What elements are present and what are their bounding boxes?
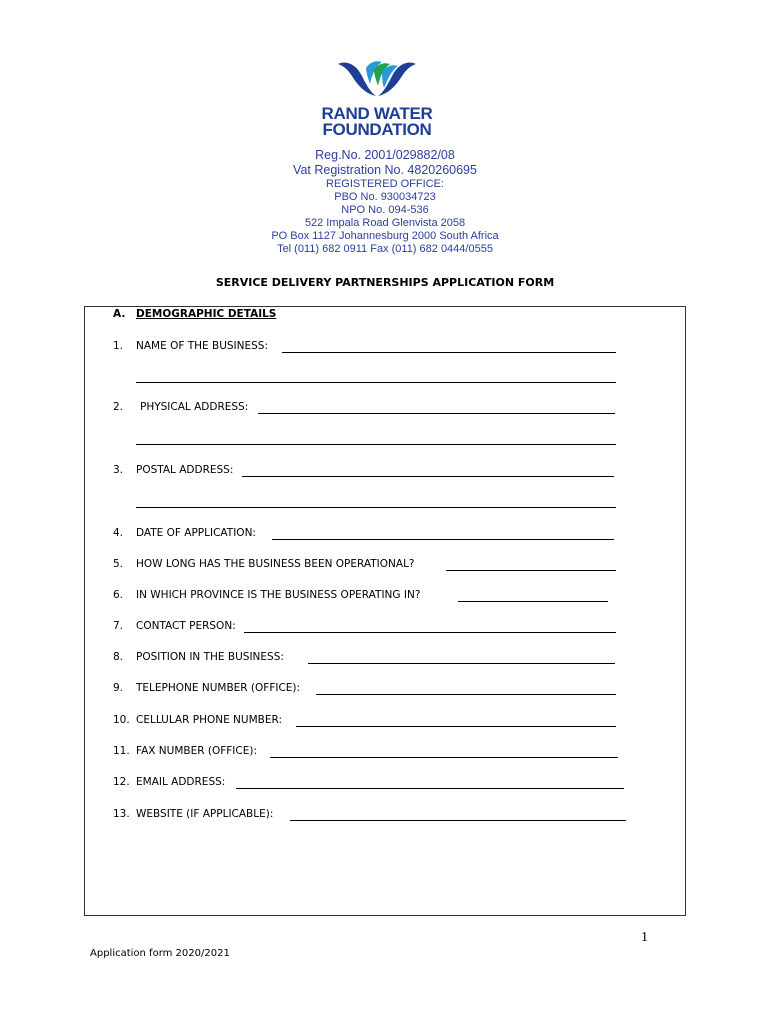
registered-office-label: REGISTERED OFFICE:: [326, 178, 444, 190]
field-number: 8.: [113, 651, 124, 663]
pbo-number: PBO No. 930034723: [334, 191, 436, 203]
field-number: 11.: [113, 745, 130, 757]
position-in-business-input-line[interactable]: [308, 663, 615, 664]
field-number: 4.: [113, 527, 124, 539]
physical-address-continuation-line[interactable]: [136, 444, 616, 445]
field-label-cellular-phone: CELLULAR PHONE NUMBER:: [136, 714, 283, 726]
section-title: DEMOGRAPHIC DETAILS: [136, 308, 277, 320]
field-label-physical-address: PHYSICAL ADDRESS:: [140, 401, 249, 413]
field-number: 5.: [113, 558, 124, 570]
field-number: 12.: [113, 776, 130, 788]
postal-address-input-line[interactable]: [242, 476, 614, 477]
telephone-office-input-line[interactable]: [316, 694, 616, 695]
cellular-phone-input-line[interactable]: [296, 726, 616, 727]
physical-address-input-line[interactable]: [258, 413, 615, 414]
field-number: 10.: [113, 714, 130, 726]
field-number: 2.: [113, 401, 124, 413]
page-number: 1: [641, 930, 648, 945]
form-section-box: [84, 306, 686, 916]
website-input-line[interactable]: [290, 820, 626, 821]
field-number: 13.: [113, 808, 130, 820]
brand-name-line2: FOUNDATION: [322, 120, 432, 139]
rand-water-wave-logo-icon: [336, 58, 418, 98]
business-operational-duration-input-line[interactable]: [446, 570, 616, 571]
postal-address-continuation-line[interactable]: [136, 507, 616, 508]
field-label-contact-person: CONTACT PERSON:: [136, 620, 236, 632]
contact-numbers: Tel (011) 682 0911 Fax (011) 682 0444/0555: [277, 243, 493, 255]
field-label-business-operational-duration: HOW LONG HAS THE BUSINESS BEEN OPERATIONAL?: [136, 558, 415, 570]
section-letter: A.: [113, 308, 126, 320]
vat-registration-number: Vat Registration No. 4820260695: [293, 163, 477, 177]
field-number: 9.: [113, 682, 124, 694]
fax-office-input-line[interactable]: [270, 757, 618, 758]
footer-form-year: Application form 2020/2021: [90, 948, 230, 959]
street-address: 522 Impala Road Glenvista 2058: [304, 217, 466, 229]
field-number: 6.: [113, 589, 124, 601]
field-label-postal-address: POSTAL ADDRESS:: [136, 464, 234, 476]
registration-number: Reg.No. 2001/029882/08: [315, 148, 455, 162]
field-label-date-of-application: DATE OF APPLICATION:: [136, 527, 256, 539]
field-number: 3.: [113, 464, 124, 476]
brand-name-line1: RAND WATER: [321, 104, 433, 123]
field-label-operating-province: IN WHICH PROVINCE IS THE BUSINESS OPERATING IN?: [136, 589, 421, 601]
field-label-email-address: EMAIL ADDRESS:: [136, 776, 226, 788]
field-label-telephone-office: TELEPHONE NUMBER (OFFICE):: [136, 682, 301, 694]
field-number: 7.: [113, 620, 124, 632]
business-name-continuation-line[interactable]: [136, 382, 616, 383]
field-label-website: WEBSITE (IF APPLICABLE):: [136, 808, 274, 820]
form-title: SERVICE DELIVERY PARTNERSHIPS APPLICATION FORM: [215, 276, 555, 289]
operating-province-input-line[interactable]: [458, 601, 608, 602]
field-label-position-in-business: POSITION IN THE BUSINESS:: [136, 651, 284, 663]
contact-person-input-line[interactable]: [244, 632, 616, 633]
po-box-address: PO Box 1127 Johannesburg 2000 South Africa: [271, 230, 499, 242]
npo-number: NPO No. 094-536: [341, 204, 429, 216]
date-of-application-input-line[interactable]: [272, 539, 614, 540]
email-address-input-line[interactable]: [236, 788, 624, 789]
business-name-input-line[interactable]: [282, 352, 616, 353]
field-label-fax-office: FAX NUMBER (OFFICE):: [136, 745, 257, 757]
field-number: 1.: [113, 340, 124, 352]
field-label-business-name: NAME OF THE BUSINESS:: [136, 340, 268, 352]
